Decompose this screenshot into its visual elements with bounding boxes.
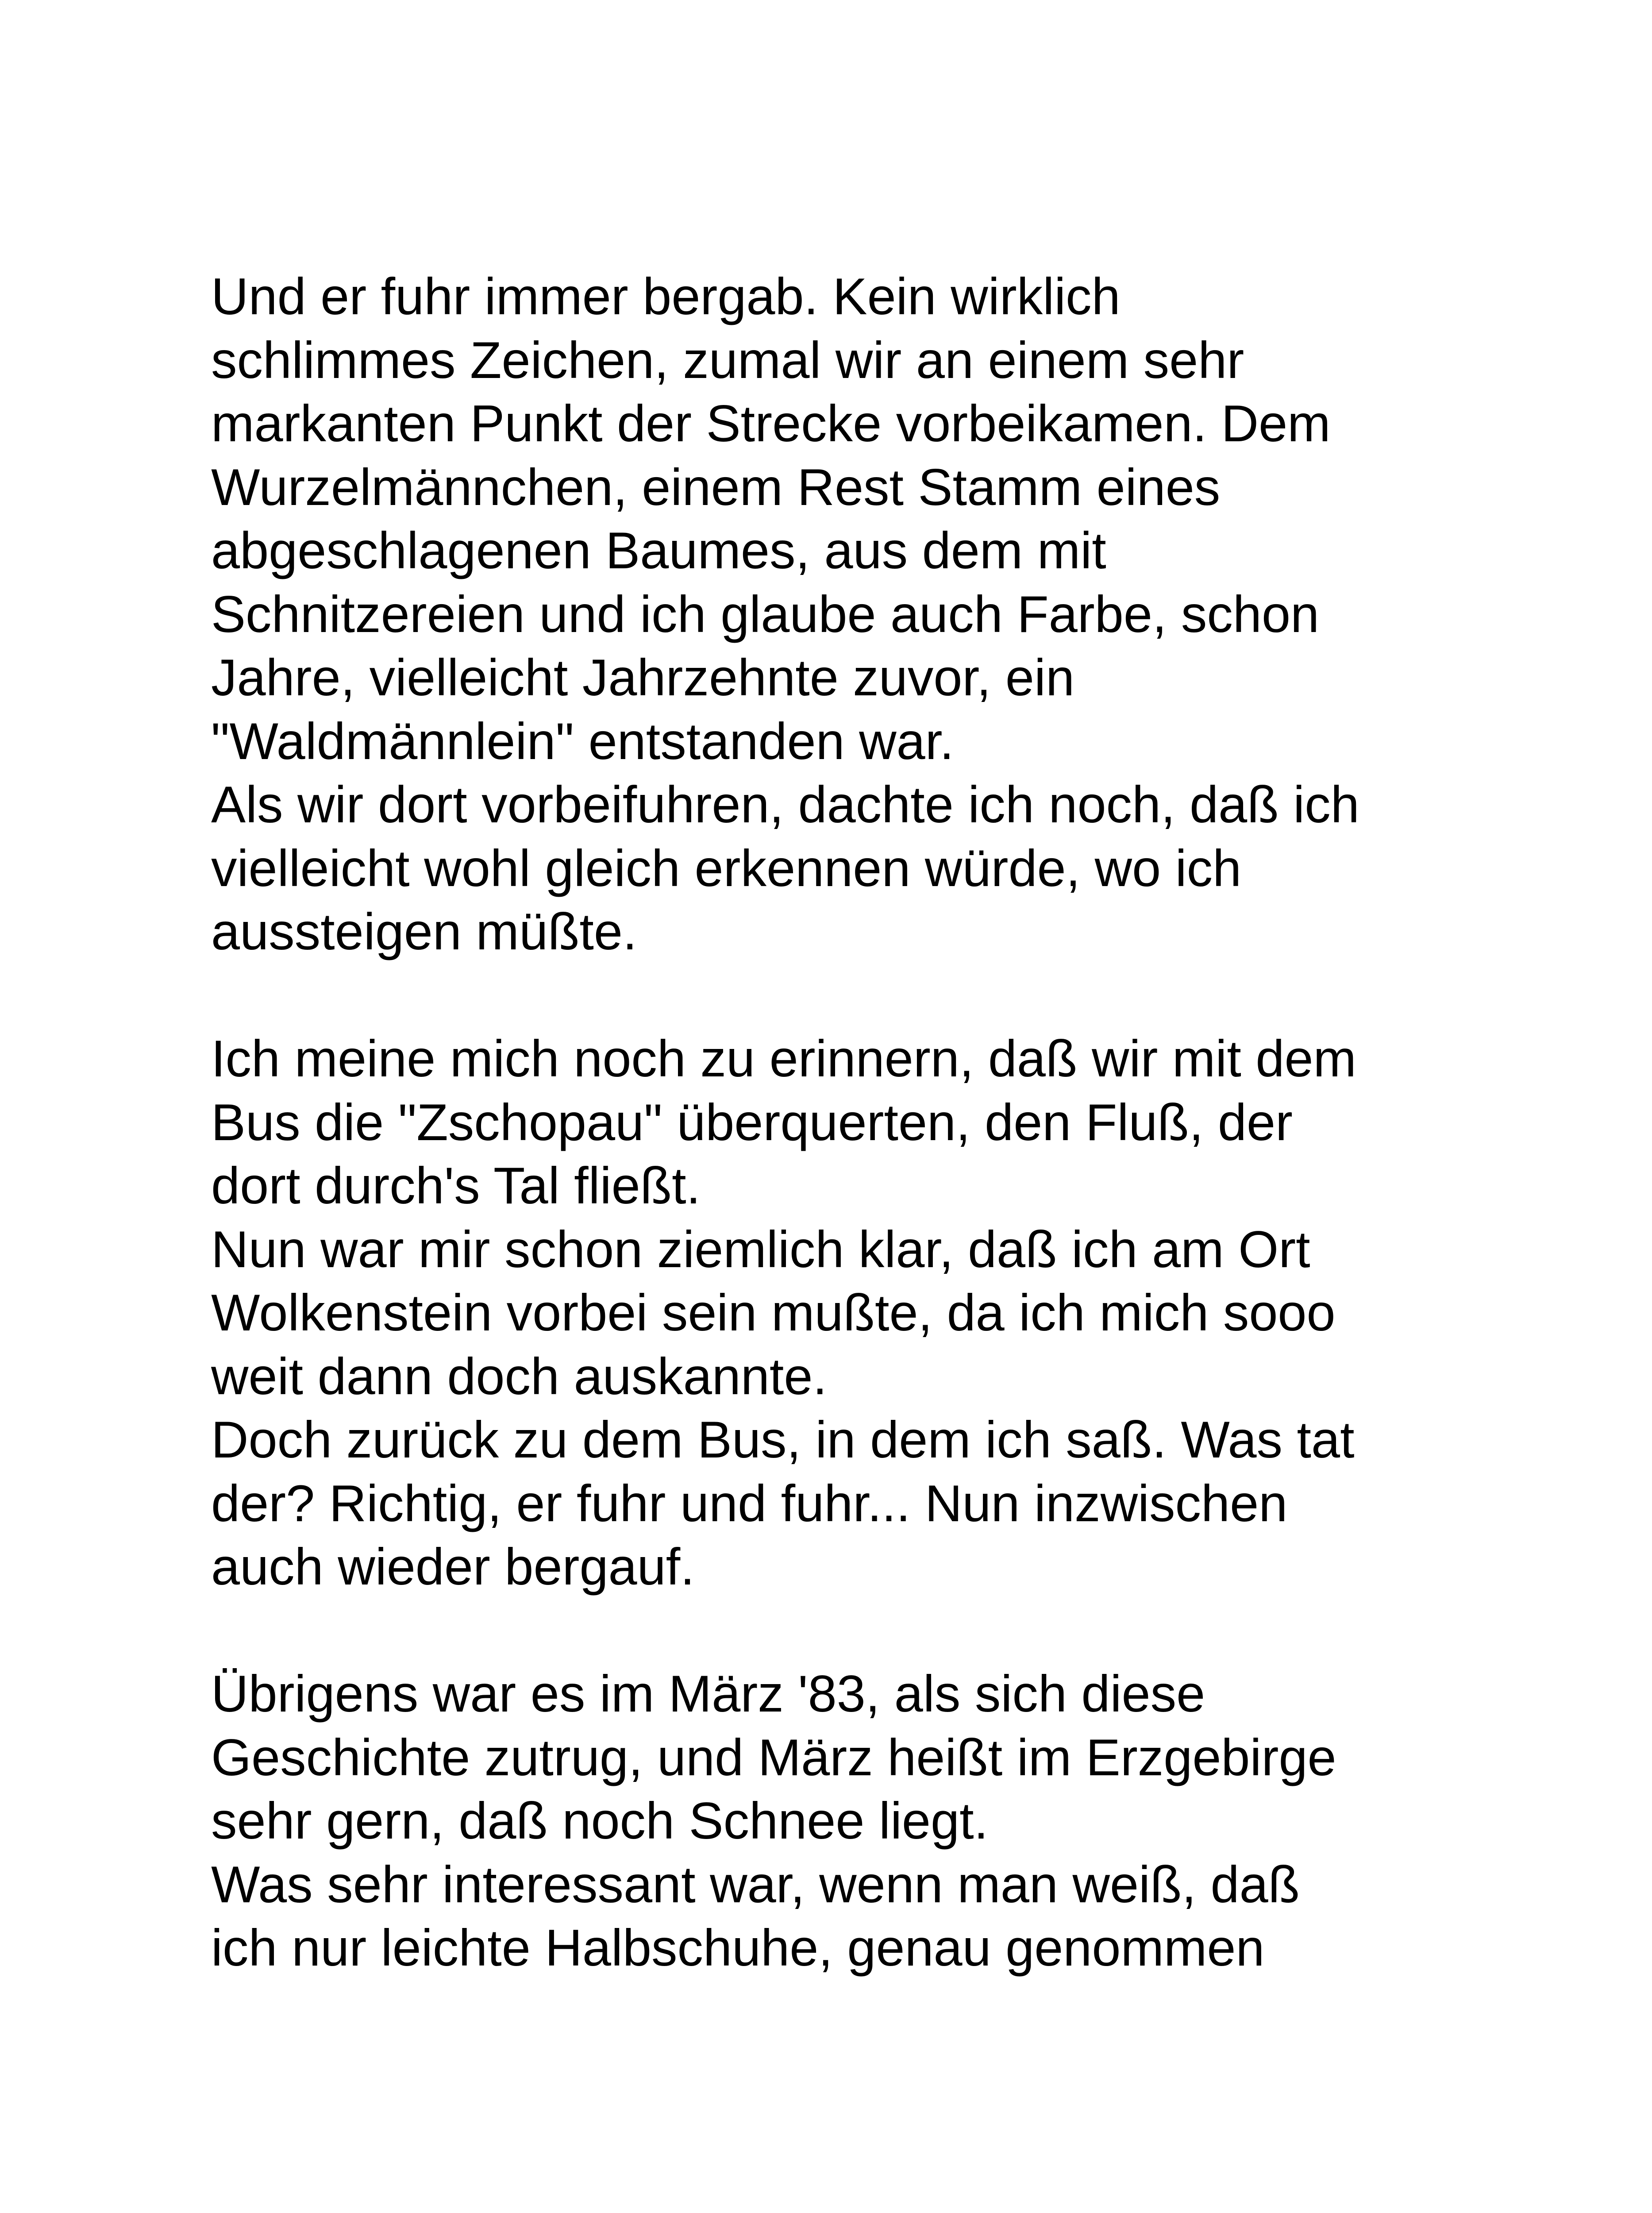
text-line: Wolkenstein vorbei sein mußte, da ich mich sooo [211,1284,1336,1342]
text-line: Geschichte zutrug, und März heißt im Erzgebirge [211,1728,1336,1786]
text-line: ich nur leichte Halbschuhe, genau genommen [211,1919,1265,1977]
text-line: Jahre, vielleicht Jahrzehnte zuvor, ein [211,648,1075,706]
text-line: sehr gern, daß noch Schnee liegt. [211,1792,989,1850]
text-line: "Waldmännlein" entstanden war. [211,712,954,770]
text-line: der? Richtig, er fuhr und fuhr... Nun inzwischen [211,1474,1288,1532]
text-line: dort durch's Tal fließt. [211,1157,701,1214]
text-line: auch wieder bergauf. [211,1538,695,1596]
text-line: schlimmes Zeichen, zumal wir an einem sehr [211,331,1244,389]
text-line: Übrigens war es im März '83, als sich diese [211,1665,1205,1723]
text-line: Und er fuhr immer bergab. Kein wirklich [211,267,1121,325]
text-line: Doch zurück zu dem Bus, in dem ich saß. Was tat [211,1411,1355,1469]
text-line: Nun war mir schon ziemlich klar, daß ich am Ort [211,1220,1310,1278]
text-line: Bus die "Zschopau" überquerten, den Fluß, der [211,1093,1293,1151]
paragraph-gap [211,964,1539,1027]
paragraph [211,1027,1539,1599]
paragraph [211,1662,1539,1980]
text-line: Was sehr interessant war, wenn man weiß, daß [211,1855,1300,1913]
paragraph-gap [211,1599,1539,1662]
text-line: Schnitzereien und ich glaube auch Farbe, schon [211,585,1320,643]
paragraph [211,265,1539,964]
text-line: weit dann doch auskannte. [211,1347,828,1405]
text-line: aussteigen müßte. [211,902,637,960]
text-line: vielleicht wohl gleich erkennen würde, wo ich [211,839,1242,897]
body-text [211,265,1539,1980]
text-line: Ich meine mich noch zu erinnern, daß wir mit dem [211,1029,1356,1087]
text-line: markanten Punkt der Strecke vorbeikamen. Dem [211,394,1331,452]
text-line: abgeschlagenen Baumes, aus dem mit [211,521,1106,579]
text-line: Als wir dort vorbeifuhren, dachte ich noch, daß ich [211,775,1359,833]
text-line: Wurzelmännchen, einem Rest Stamm eines [211,458,1221,516]
